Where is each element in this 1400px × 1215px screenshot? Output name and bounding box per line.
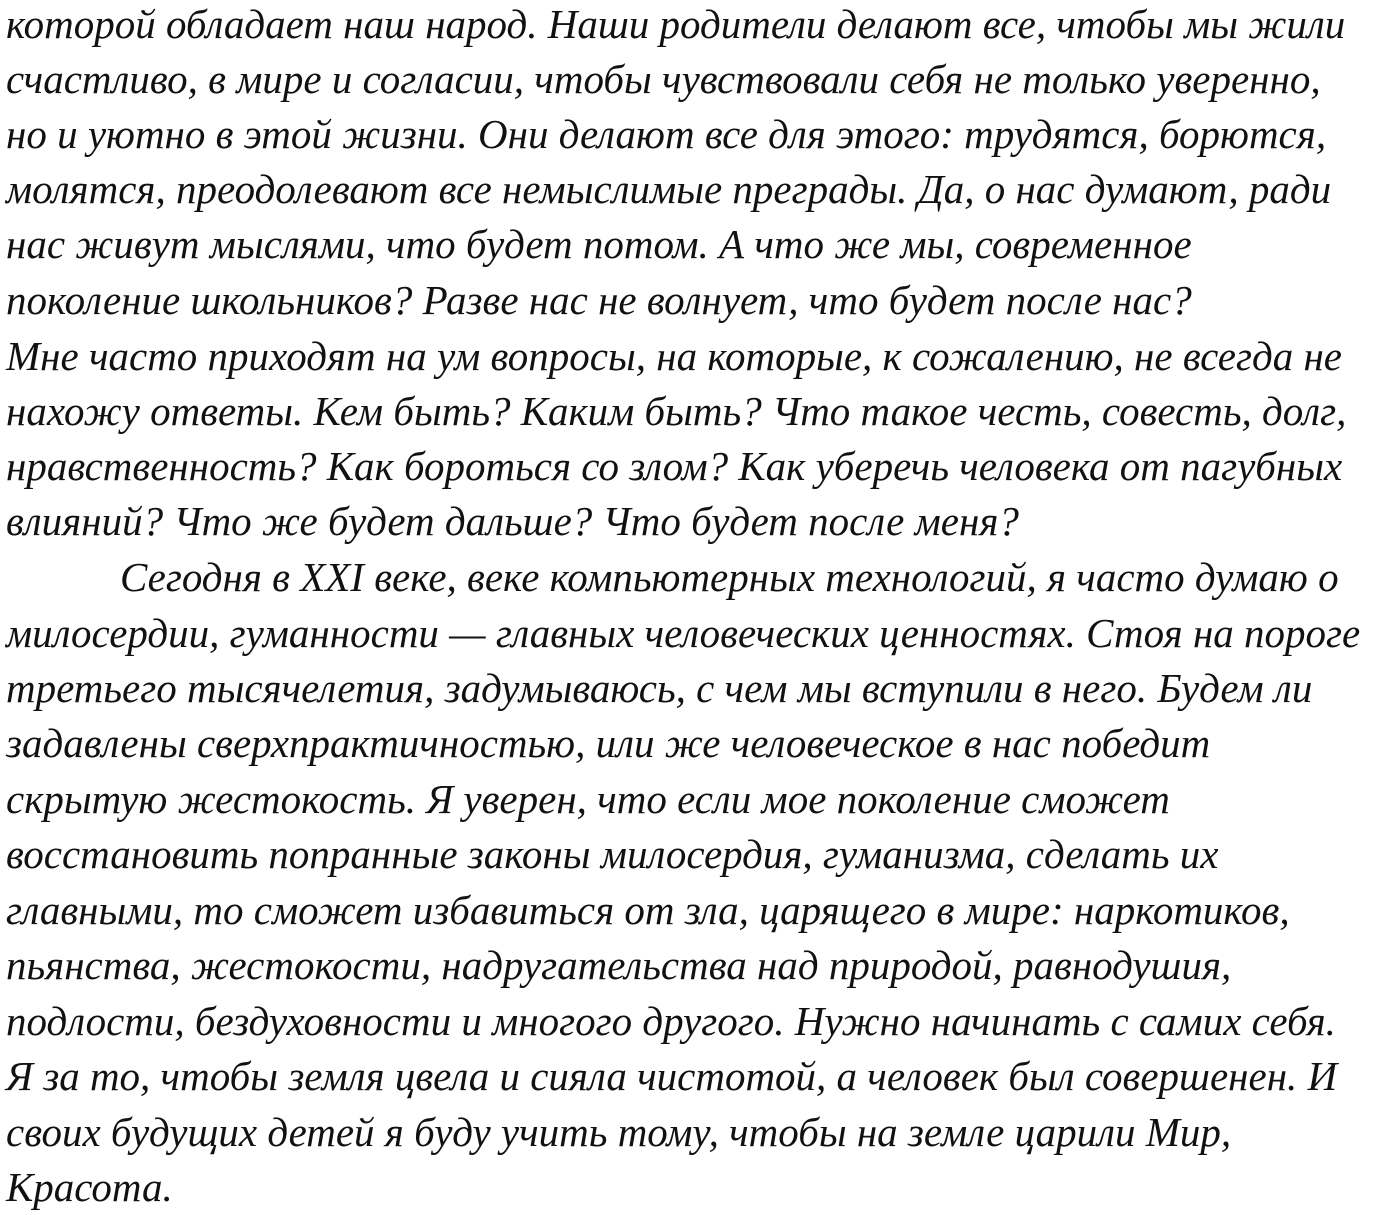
- paragraph-start-line: Сегодня в XXI веке, веке компьютерных технологий, я часто думаю о: [120, 554, 1339, 600]
- text-line-14: задавлены сверхпрактичностью, или же человеческое в нас победит: [6, 720, 1211, 766]
- text-line-5: нас живут мыслями, что будет потом. А что же мы, современное: [6, 221, 1192, 267]
- text-line-18: пьянства, жестокости, надругательства над природой, равнодушия,: [6, 942, 1232, 988]
- text-line-13: третьего тысячелетия, задумываюсь, с чем мы вступили в него. Будем ли: [6, 665, 1313, 711]
- text-line-8: нахожу ответы. Кем быть? Каким быть? Что такое честь, совесть, долг,: [6, 388, 1347, 434]
- text-line-3: но и уютно в этой жизни. Они делают все для этого: трудятся, борются,: [6, 111, 1327, 157]
- text-line-19: подлости, бездуховности и многого другого. Нужно начинать с самих себя.: [6, 998, 1336, 1044]
- text-line-16: восстановить попранные законы милосердия, гуманизма, сделать их: [6, 831, 1219, 877]
- text-line-15: скрытую жестокость. Я уверен, что если мое поколение сможет: [6, 776, 1170, 822]
- text-line-7: Мне часто приходят на ум вопросы, на которые, к сожалению, не всегда не: [6, 333, 1342, 379]
- text-line-12: милосердии, гуманности — главных человеческих ценностях. Стоя на пороге: [6, 610, 1361, 656]
- text-line-6: поколение школьников? Разве нас не волнует, что будет после нас?: [6, 277, 1192, 323]
- text-line-17: главными, то сможет избавиться от зла, царящего в мире: наркотиков,: [6, 887, 1290, 933]
- text-line-21: своих будущих детей я буду учить тому, чтобы на земле царили Мир,: [6, 1109, 1232, 1155]
- text-line-20: Я за то, чтобы земля цвела и сияла чистотой, а человек был совершенен. И: [6, 1053, 1338, 1099]
- text-line-9: нравственность? Как бороться со злом? Как уберечь человека от пагубных: [6, 443, 1343, 489]
- text-line-4: молятся, преодолевают все немыслимые преграды. Да, о нас думают, ради: [6, 166, 1332, 212]
- text-line-2: счастливо, в мире и согласии, чтобы чувствовали себя не только уверенно,: [6, 56, 1321, 102]
- text-line-10: влияний? Что же будет дальше? Что будет после меня?: [6, 498, 1019, 544]
- text-line-1: которой обладает наш народ. Наши родители делают все, чтобы мы жили: [6, 1, 1346, 47]
- document-page: [6, 0, 1398, 1210]
- text-line-22: Красота.: [6, 1164, 173, 1210]
